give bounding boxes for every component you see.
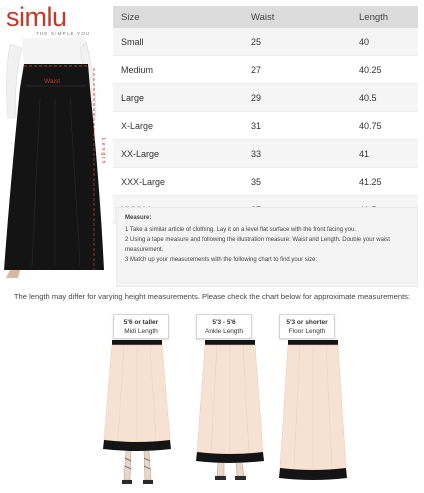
size-chart-table <box>113 6 418 224</box>
measure-step: 2 Using a tape measure and following the illustration measure: Waist and Length. Double your waist measurement. <box>125 237 390 253</box>
cell-size: X-Large <box>121 120 154 131</box>
cell-length: 40.5 <box>359 92 377 103</box>
length-label: Length <box>100 138 106 166</box>
table-row <box>113 84 418 112</box>
measure-step: 1 Take a similar article of clothing. Lay it on a level flat surface with the front facing you. <box>125 227 357 233</box>
ankle-skirt-illustration <box>196 340 264 480</box>
measure-title: Measure: <box>125 215 152 221</box>
height-label: 5'3 - 5'6 <box>212 319 236 326</box>
header-waist: Waist <box>251 11 275 23</box>
cell-length: 40 <box>359 36 370 47</box>
cell-waist: 29 <box>251 92 262 103</box>
cell-size: Medium <box>121 64 154 75</box>
table-row <box>113 112 418 140</box>
cell-waist: 25 <box>251 36 262 47</box>
logo-tagline: THE SIMPLE YOU <box>36 31 91 36</box>
model-photo <box>0 38 110 288</box>
waist-label: Waist <box>44 78 61 85</box>
cell-length: 40.25 <box>359 64 382 75</box>
cell-size: Large <box>121 92 145 103</box>
midi-skirt-illustration <box>103 340 171 484</box>
length-type-label: Floor Length <box>288 328 326 335</box>
cell-size: XXX-Large <box>121 176 166 187</box>
cell-waist: 33 <box>251 148 262 159</box>
logo-text: simlu <box>6 2 67 32</box>
table-body <box>113 28 418 224</box>
length-type-label: Ankle Length <box>205 328 243 335</box>
measure-instructions <box>116 207 418 287</box>
table-row <box>113 56 418 84</box>
cell-waist: 35 <box>251 176 262 187</box>
skirt-length-illustrations <box>100 340 360 488</box>
header-length: Length <box>359 11 389 23</box>
height-card-midi <box>113 314 169 339</box>
height-label: 5'6 or taller <box>123 319 159 326</box>
height-card-floor <box>279 314 335 339</box>
table-row <box>113 140 418 168</box>
header-size: Size <box>121 11 140 23</box>
cell-waist: 27 <box>251 64 262 75</box>
height-card-ankle <box>196 314 252 339</box>
cell-length: 41.25 <box>359 176 382 187</box>
cell-size: Small <box>121 36 144 47</box>
table-row <box>113 168 418 196</box>
floor-skirt-illustration <box>279 340 347 480</box>
brand-logo <box>6 4 106 38</box>
length-note: The length may differ for varying height measurements. Please check the chart below for approximate measurements: <box>13 292 411 301</box>
height-label: 5'3 or shorter <box>286 319 328 326</box>
cell-waist: 31 <box>251 120 262 131</box>
table-header <box>113 6 418 28</box>
cell-length: 41 <box>359 148 370 159</box>
length-type-label: Midi Length <box>124 328 158 335</box>
table-row <box>113 28 418 56</box>
cell-size: XX-Large <box>121 148 160 159</box>
measure-step: 3 Match up your measurements with the following chart to find your size: <box>125 257 318 263</box>
cell-length: 40.75 <box>359 120 382 131</box>
